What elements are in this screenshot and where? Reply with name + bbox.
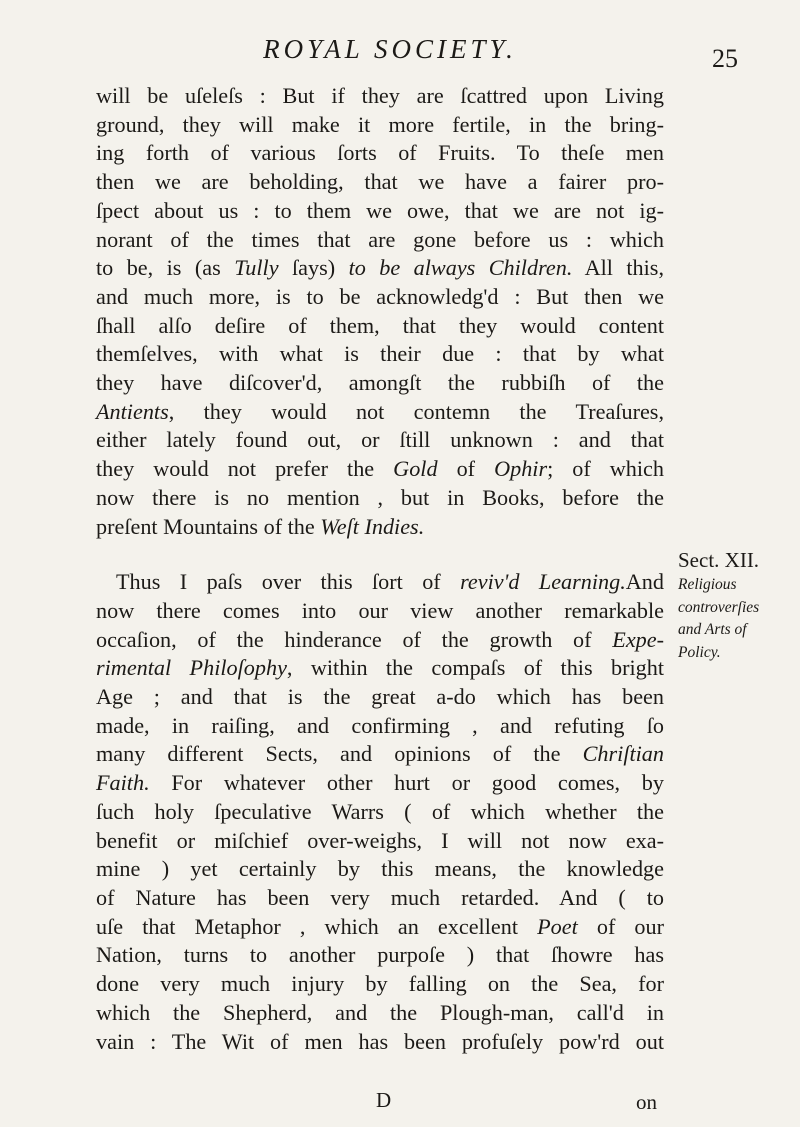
text-line: many different Sects, and opinions of the Chriſtian (96, 741, 664, 767)
margin-note-line: controverſies (678, 598, 760, 616)
text-line: ing forth of various ſorts of Fruits. To theſe men (96, 140, 664, 166)
margin-note-line: and Arts of (678, 621, 747, 638)
text-line: will be uſeleſs : But if they are ſcattred upon Living (96, 83, 664, 108)
page-number: 25 (712, 44, 738, 73)
margin-section-number: Sect. XII. (678, 548, 760, 572)
text-line: they have diſcover'd, amongſt the rubbiſh of the (96, 370, 664, 396)
text-line: preſent Mountains of the Weſt Indies. (96, 513, 425, 539)
margin-note-line: Policy. (678, 643, 721, 661)
text-line: now there comes into our view another remarkable (96, 597, 664, 623)
text-line: uſe that Metaphor , which an excellent Poet of our (96, 913, 664, 939)
text-line: norant of the times that are gone before us : which (96, 226, 664, 252)
text-line: Nation, turns to another purpoſe ) that ſhowre has (96, 942, 664, 968)
body-text (96, 82, 664, 1056)
text-line: Antients, they would not contemn the Treaſures, (96, 398, 664, 424)
text-line: and much more, is to be acknowledg'd : But then we (96, 283, 664, 309)
text-line: vain : The Wit of men has been profuſely pow'rd out (96, 1028, 664, 1054)
text-line: benefit or miſchief over-weighs, I will not now exa- (96, 827, 664, 853)
catchword: on (636, 1090, 657, 1114)
text-line: rimental Philoſophy, within the compaſs of this bright (96, 655, 664, 681)
text-line: occaſion, of the hinderance of the growth of Expe- (96, 626, 664, 652)
text-line: ſhall alſo deſire of them, that they would content (96, 312, 664, 338)
signature-mark: D (376, 1088, 392, 1112)
running-head: ROYAL SOCIETY. (263, 34, 517, 64)
text-line: Thus I paſs over this ſort of reviv'd Learning.And (116, 569, 664, 595)
text-line: done very much injury by falling on the Sea, for (96, 971, 664, 997)
text-line: ſpect about us : to them we owe, that we are not ig- (96, 197, 664, 223)
text-line: either lately found out, or ſtill unknown : and that (96, 427, 664, 453)
margin-note-line: Religious (678, 576, 737, 593)
text-line: made, in raiſing, and confirming , and refuting ſo (96, 712, 664, 738)
text-line: Age ; and that is the great a-do which has been (96, 684, 664, 710)
text-line: now there is no mention , but in Books, before the (96, 484, 664, 510)
text-line: which the Shepherd, and the Plough-man, call'd in (96, 999, 664, 1025)
text-line: mine ) yet certainly by this means, the knowledge (96, 856, 664, 882)
text-line: then we are beholding, that we have a fairer pro- (96, 169, 664, 195)
text-line: they would not prefer the Gold of Ophir; of which (96, 456, 664, 482)
text-line: of Nature has been very much retarded. And ( to (96, 884, 664, 910)
text-line: themſelves, with what is their due : that by what (96, 341, 664, 367)
text-line: ſuch holy ſpeculative Warrs ( of which whether the (96, 798, 664, 824)
text-line: Faith. For whatever other hurt or good comes, by (96, 770, 664, 796)
text-line: to be, is (as Tully ſays) to be always Children. All this, (96, 255, 664, 281)
marginal-note (678, 546, 794, 664)
text-line: ground, they will make it more fertile, in the bring- (96, 111, 664, 137)
paragraph-gap (96, 541, 664, 568)
